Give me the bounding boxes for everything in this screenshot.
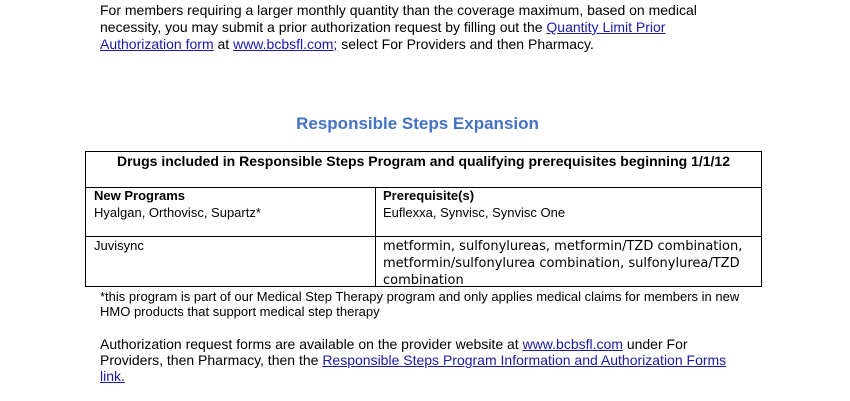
- bcbsfl-website-link[interactable]: www.bcbsfl.com;: [233, 36, 338, 52]
- table-cell-program: Hyalgan, Orthovisc, Supartz*: [94, 205, 261, 220]
- closing-paragraph: [100, 336, 740, 384]
- quantity-limit-form-link[interactable]: Quantity Limit Prior Authorization form: [100, 19, 666, 52]
- column-header-prerequisites: Prerequisite(s): [383, 188, 475, 203]
- table-cell-prerequisite: metformin, sulfonylureas, metformin/TZD combination, metformin/sulfonylurea combination, sulfonylurea/TZD combination: [383, 239, 743, 288]
- intro-paragraph: [100, 2, 740, 53]
- table-title: Drugs included in Responsible Steps Program and qualifying prerequisites beginning 1/1/12: [86, 152, 761, 188]
- responsible-steps-forms-link[interactable]: Responsible Steps Program Information and Authorization Forms link.: [100, 352, 727, 384]
- intro-text-after: select For Providers and then Pharmacy.: [337, 36, 594, 52]
- intro-text-mid: at: [213, 36, 234, 52]
- row-divider: [86, 236, 761, 237]
- column-divider: [375, 188, 376, 287]
- bcbsfl-provider-link[interactable]: www.bcbsfl.com: [522, 336, 623, 352]
- footnote: *this program is part of our Medical Step Therapy program and only applies medical claims for members in new HMO products that support medical step therapy: [100, 289, 740, 319]
- closing-text-mid: under For Providers, then Pharmacy, then the: [100, 336, 688, 368]
- section-heading: Responsible Steps Expansion: [296, 114, 539, 133]
- drugs-table: [85, 151, 762, 287]
- intro-text-before: For members requiring a larger monthly quantity than the coverage maximum, based on medical necessity, you may submit a prior authorization request by filling out the: [100, 2, 697, 35]
- column-header-new-programs: New Programs: [94, 188, 186, 203]
- table-cell-prerequisite: Euflexxa, Synvisc, Synvisc One: [383, 205, 566, 220]
- closing-text-before: Authorization request forms are available on the provider website at: [100, 336, 523, 352]
- table-cell-program: Juvisync: [94, 238, 144, 253]
